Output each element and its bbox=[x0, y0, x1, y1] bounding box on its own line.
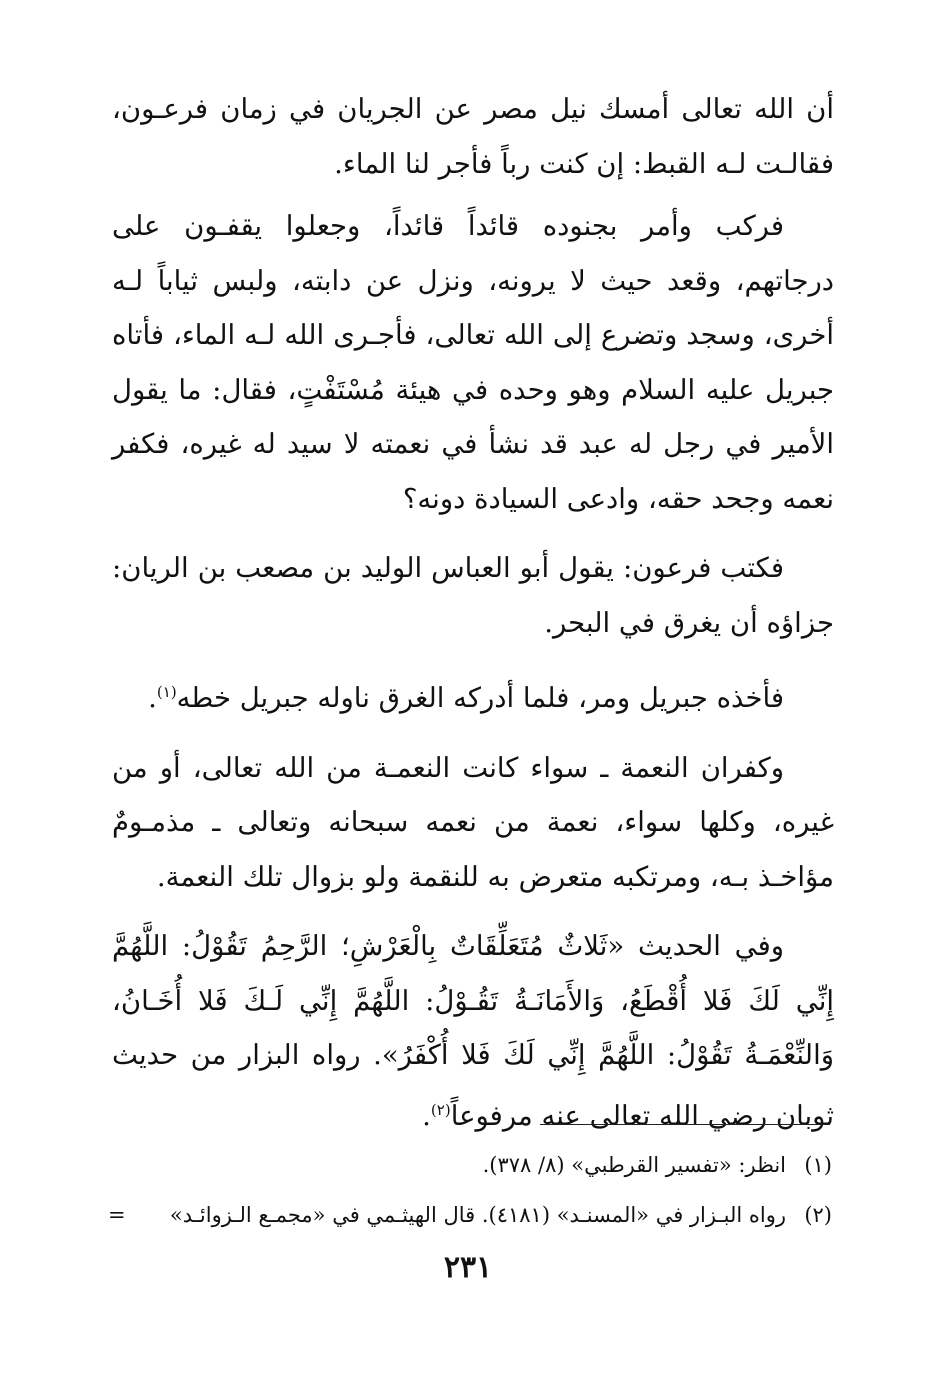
paragraph-gabriel-text: فأخذه جبريل ومر، فلما أدركه الغرق ناوله جبريل خطه bbox=[176, 682, 784, 715]
main-text-block bbox=[112, 82, 834, 1158]
footnote-ref-1: (١) bbox=[156, 683, 177, 701]
footnote-1-text: انظر: «تفسير القرطبي» (٨/ ٣٧٨). bbox=[482, 1153, 786, 1177]
footnote-2-number: (٢) bbox=[804, 1203, 832, 1227]
page-number: ٢٣١ bbox=[443, 1250, 493, 1285]
paragraph-hadith bbox=[112, 919, 834, 1143]
hadith-text: وفي الحديث «ثَلاثٌ مُتَعَلِّقَاتٌ بِالْعَرْشِ؛ الرَّحِمُ تَقُوْلُ: اللَّهُمَّ إِنِّي لَكَ فَلا أُقْطَعُ، وَالأَمَانَـةُ تَقُـوْلُ: اللَّهُمَّ إِنِّي لَـكَ فَلا أُخَـانُ، وَالنِّعْمَـةُ تَقُوْلُ: اللَّهُمَّ إِنِّي لَكَ فَلا أُكْفَرُ». رواه البزار من حديث ثوبان رضي الله تعالى عنه مرفوعاً bbox=[112, 930, 834, 1132]
footnote-divider bbox=[540, 1124, 830, 1125]
footnote-2-text: رواه البـزار في «المسنـد» (٤١٨١). قال الهيثـمي في «مجمـع الـزوائـد» bbox=[169, 1203, 786, 1227]
footnote-ref-2: (٢) bbox=[430, 1100, 451, 1119]
paragraph-nile: أن الله تعالى أمسك نيل مصر عن الجريان في زمان فرعـون، فقالـت لـه القبط: إن كنت رباً فأجر لنا الماء. bbox=[112, 93, 834, 180]
paragraph-ingratitude: وكفران النعمة ـ سواء كانت النعمـة من الله تعالى، أو من غيره، وكلها سواء، نعمة من نعمه سبحانه وتعالى ـ مذمـومٌ مؤاخـذ بـه، ومرتكبه متعرض به للنقمة ولو بزوال تلك النعمة. bbox=[112, 751, 834, 893]
paragraph-pharaoh-writes: فكتب فرعون: يقول أبو العباس الوليد بن مصعب بن الريان: جزاؤه أن يغرق في البحر. bbox=[112, 552, 834, 639]
hadith-period: . bbox=[422, 1099, 431, 1132]
paragraph-period: . bbox=[148, 682, 157, 715]
footnote-2-continuation-mark: = bbox=[108, 1203, 126, 1227]
footnote-1-number: (١) bbox=[804, 1153, 832, 1177]
paragraph-pharaoh-prayer: فركب وأمر بجنوده قائداً قائداً، وجعلوا يقفـون على درجاتهم، وقعد حيث لا يرونه، ونزل عن دابته، ولبس ثياباً لـه أخرى، وسجد وتضرع إلى الله تعالى، فأجـرى الله لـه الماء، فأتاه جبريل عليه السلام وهو وحده في هيئة مُسْتَفْتٍ، فقال: ما يقول الأمير في رجل له عبد قد نشأ في نعمته لا سيد له غيره، فكفر نعمه وجحد حقه، وادعى السيادة دونه؟ bbox=[112, 210, 834, 515]
paragraph-gabriel-takes bbox=[112, 665, 834, 726]
footnotes-section bbox=[100, 1140, 832, 1240]
footnote-2 bbox=[100, 1190, 832, 1240]
footnote-1 bbox=[100, 1140, 832, 1190]
